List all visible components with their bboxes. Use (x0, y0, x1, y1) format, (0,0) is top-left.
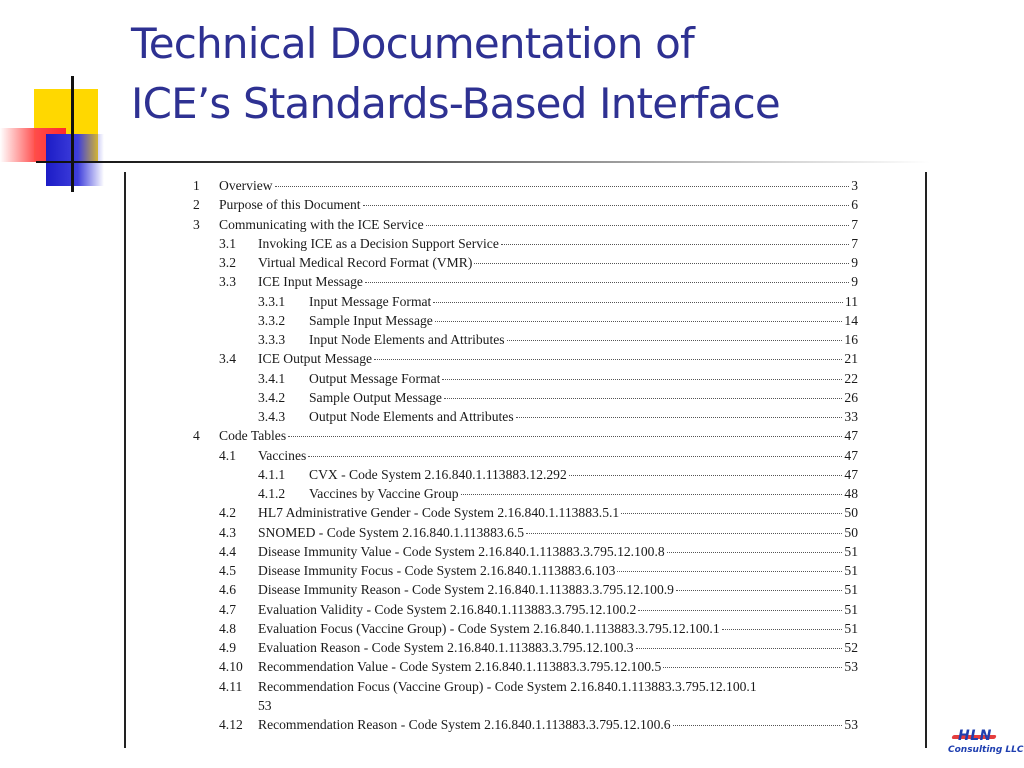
toc-entry[interactable] (219, 426, 858, 445)
toc-entry[interactable] (258, 657, 858, 676)
document-right-border (925, 172, 927, 748)
toc-entry-page: 47 (844, 447, 858, 463)
toc-dot-leader (638, 610, 842, 611)
toc-dot-leader (435, 321, 843, 322)
toc-entry-number: 4.3 (219, 524, 236, 540)
toc-entry-title: Communicating with the ICE Service (219, 216, 424, 232)
toc-entry-number: 3.1 (219, 235, 236, 251)
toc-entry-title: Sample Input Message (309, 312, 433, 328)
toc-entry-number: 3.3.2 (258, 312, 286, 328)
slide-title-line1: Technical Documentation of (131, 19, 695, 68)
logo-wordmark: HLN (958, 728, 992, 744)
toc-dot-leader (288, 436, 842, 437)
toc-entry[interactable] (258, 600, 858, 619)
toc-entry-title: Input Node Elements and Attributes (309, 332, 505, 347)
toc-entry-title: Sample Output Message (309, 389, 442, 405)
toc-dot-leader (617, 571, 842, 572)
toc-dot-leader (722, 629, 843, 630)
toc-entry[interactable] (258, 446, 858, 465)
toc-entry-title: Vaccines by Vaccine Group (309, 486, 459, 501)
toc-entry-number: 4.4 (219, 543, 236, 559)
toc-entry-number: 4.6 (219, 582, 236, 598)
toc-entry[interactable] (309, 484, 858, 503)
toc-entry-page: 26 (844, 389, 858, 405)
document-left-border (124, 172, 126, 748)
toc-entry-title: Output Message Format (309, 370, 441, 386)
toc-entry-number: 4.9 (219, 640, 236, 655)
toc-entry-page: 52 (844, 640, 858, 655)
toc-entry-page: 11 (844, 293, 858, 309)
toc-entry-page: 48 (844, 486, 858, 501)
toc-entry-page: 7 (851, 235, 858, 251)
toc-entry-page: 33 (844, 409, 858, 424)
toc-entry[interactable] (258, 638, 858, 657)
toc-dot-leader (516, 417, 843, 418)
toc-entry-page: 53 (844, 717, 858, 732)
toc-entry-page: 7 (851, 216, 858, 232)
toc-dot-leader (426, 225, 850, 226)
toc-dot-leader (501, 244, 849, 245)
logo-subtitle: Consulting LLC (948, 745, 1024, 755)
toc-dot-leader (275, 186, 850, 187)
toc-entry-number: 3.3 (219, 274, 236, 290)
toc-dot-leader (667, 552, 843, 553)
toc-dot-leader (676, 590, 842, 591)
toc-entry-number: 2 (193, 197, 200, 213)
toc-entry-number: 3.3.1 (258, 293, 286, 309)
toc-entry-title: Vaccines (258, 447, 307, 463)
toc-entry-title: Recommendation Value - Code System 2.16.840.1.113883.3.795.12.100.5 (258, 659, 662, 675)
toc-entry-number: 4.10 (219, 659, 243, 675)
toc-entry-title: Evaluation Focus (Vaccine Group) - Code System 2.16.840.1.113883.3.795.12.100.1 (258, 620, 720, 636)
toc-entry-title: Output Node Elements and Attributes (309, 409, 514, 424)
toc-entry[interactable] (309, 407, 858, 426)
toc-entry-number: 4.8 (219, 620, 236, 636)
toc-dot-leader (526, 533, 842, 534)
toc-entry[interactable] (258, 542, 858, 561)
decorative-vertical-line (71, 76, 74, 192)
toc-entry-page: 21 (844, 351, 858, 367)
slide-title-line2: ICE’s Standards-Based Interface (131, 79, 780, 128)
toc-entry-page: 47 (844, 428, 858, 444)
toc-entry-title: Evaluation Reason - Code System 2.16.840.1.113883.3.795.12.100.3 (258, 640, 634, 655)
toc-entry-title: HL7 Administrative Gender - Code System 2.16.840.1.113883.5.1 (258, 505, 620, 521)
toc-entry-page: 16 (844, 332, 858, 347)
toc-entry-page: 6 (851, 197, 858, 213)
toc-entry-page: 47 (844, 466, 858, 482)
toc-entry-page: 22 (844, 370, 858, 386)
toc-entry-title: Virtual Medical Record Format (VMR) (258, 255, 473, 270)
toc-entry-page: 51 (844, 582, 858, 598)
toc-entry-number: 4.11 (219, 678, 243, 694)
toc-dot-leader (444, 398, 843, 399)
toc-entry-number: 3.4.3 (258, 409, 286, 424)
toc-entry-page: 14 (844, 312, 858, 328)
toc-entry-number: 4.1 (219, 447, 236, 463)
toc-entry-page: 9 (851, 274, 858, 290)
slide-title (131, 14, 780, 134)
toc-dot-leader (363, 205, 850, 206)
toc-entry-page-wrapped (258, 696, 272, 715)
toc-entry-page: 3 (851, 178, 858, 193)
toc-entry-number: 3.2 (219, 255, 236, 270)
title-separator (64, 161, 930, 163)
toc-entry[interactable] (309, 292, 858, 311)
toc-entry-title: ICE Input Message (258, 274, 363, 290)
toc-entry-number: 3 (193, 216, 200, 232)
toc-entry-number: 3.4.2 (258, 389, 286, 405)
decorative-blue-block (46, 134, 104, 186)
toc-entry[interactable] (258, 580, 858, 599)
toc-entry-page: 50 (844, 505, 858, 521)
toc-entry[interactable] (219, 176, 858, 195)
toc-entry-number: 4.12 (219, 717, 243, 732)
toc-entry-title: Overview (219, 178, 273, 193)
toc-dot-leader (308, 456, 842, 457)
toc-entry-title: Invoking ICE as a Decision Support Service (258, 235, 499, 251)
toc-dot-leader (673, 725, 843, 726)
toc-entry-number: 3.4 (219, 351, 236, 367)
toc-entry[interactable] (219, 215, 858, 234)
toc-entry[interactable] (258, 715, 858, 734)
toc-entry-title: Purpose of this Document (219, 197, 361, 213)
toc-entry-title: Input Message Format (309, 293, 432, 309)
toc-entry-page: 51 (844, 563, 858, 578)
toc-entry-page: 51 (844, 601, 858, 617)
toc-entry[interactable] (258, 677, 858, 696)
toc-entry-title: ICE Output Message (258, 351, 373, 367)
toc-dot-leader (507, 340, 843, 341)
toc-entry[interactable] (258, 619, 858, 638)
toc-entry-number: 4.1.2 (258, 486, 286, 501)
toc-dot-leader (461, 494, 843, 495)
toc-entry-page: 51 (844, 620, 858, 636)
toc-entry[interactable] (309, 388, 858, 407)
toc-entry-page: 53 (258, 697, 272, 713)
toc-entry[interactable] (309, 311, 858, 330)
toc-entry-number: 1 (193, 178, 200, 193)
toc-entry-page: 9 (851, 255, 858, 270)
toc-entry-title: SNOMED - Code System 2.16.840.1.113883.6.5 (258, 524, 525, 540)
toc-entry[interactable] (258, 272, 858, 291)
toc-entry-number: 4.5 (219, 563, 236, 578)
toc-entry[interactable] (258, 503, 858, 522)
toc-entry-title: Code Tables (219, 428, 287, 444)
toc-entry-title: Evaluation Validity - Code System 2.16.840.1.113883.3.795.12.100.2 (258, 601, 637, 617)
toc-dot-leader (474, 263, 849, 264)
toc-entry[interactable] (258, 349, 858, 368)
toc-entry-page: 51 (844, 543, 858, 559)
toc-dot-leader (636, 648, 843, 649)
toc-entry[interactable] (258, 561, 858, 580)
toc-entry-number: 3.3.3 (258, 332, 286, 347)
toc-dot-leader (365, 282, 849, 283)
hln-consulting-logo (946, 728, 1024, 760)
toc-entry-title: Disease Immunity Reason - Code System 2.16.840.1.113883.3.795.12.100.9 (258, 582, 674, 598)
toc-entry-page: 50 (844, 524, 858, 540)
toc-entry[interactable] (309, 369, 858, 388)
toc-entry-title: Recommendation Focus (Vaccine Group) - Code System 2.16.840.1.113883.3.795.12.100.1 (258, 678, 757, 694)
toc-dot-leader (433, 302, 843, 303)
toc-entry-number: 4.2 (219, 505, 236, 521)
toc-entry[interactable] (309, 465, 858, 484)
toc-entry-number: 4.7 (219, 601, 236, 617)
toc-entry-title: CVX - Code System 2.16.840.1.113883.12.292 (309, 466, 567, 482)
toc-entry[interactable] (258, 253, 858, 272)
toc-dot-leader (663, 667, 842, 668)
toc-entry-title: Recommendation Reason - Code System 2.16.840.1.113883.3.795.12.100.6 (258, 717, 671, 732)
toc-entry-number: 3.4.1 (258, 370, 286, 386)
toc-entry-title: Disease Immunity Value - Code System 2.16.840.1.113883.3.795.12.100.8 (258, 543, 665, 559)
toc-entry-number: 4 (193, 428, 200, 444)
toc-entry[interactable] (309, 330, 858, 349)
toc-entry-title: Disease Immunity Focus - Code System 2.16.840.1.113883.6.103 (258, 563, 616, 578)
toc-dot-leader (621, 513, 842, 514)
toc-entry-page: 53 (844, 659, 858, 675)
toc-entry[interactable] (258, 234, 858, 253)
toc-entry[interactable] (258, 523, 858, 542)
toc-dot-leader (569, 475, 843, 476)
toc-entry-number: 4.1.1 (258, 466, 286, 482)
toc-entry[interactable] (219, 195, 858, 214)
toc-dot-leader (374, 359, 842, 360)
toc-dot-leader (442, 379, 842, 380)
